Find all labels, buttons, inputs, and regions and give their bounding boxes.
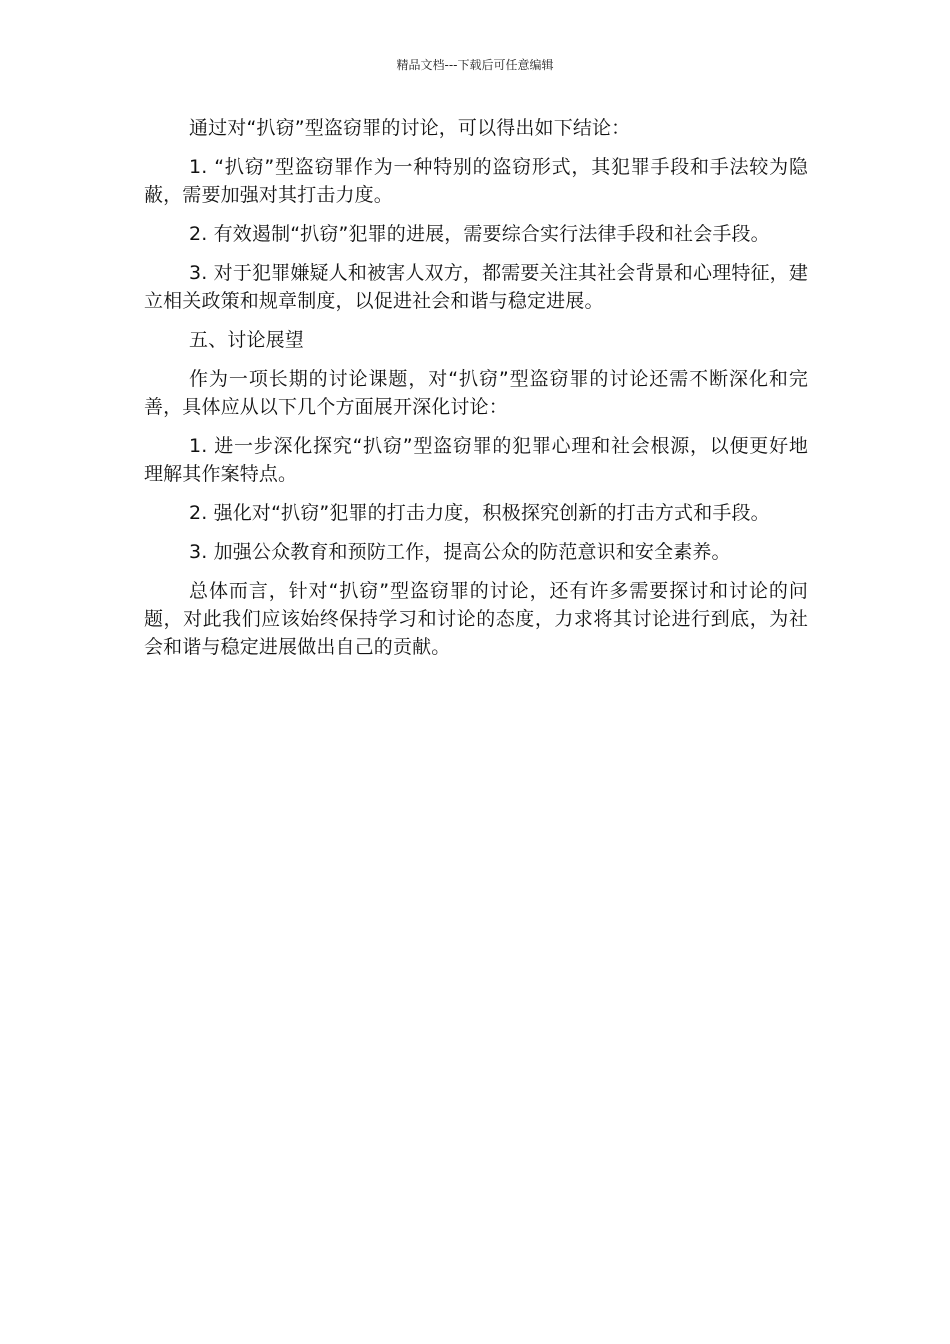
paragraph-conclusion-1: 1. “扒窃”型盗窃罪作为一种特别的盗窃形式，其犯罪手段和手法较为隐蔽，需要加强对其打击力度。 [144,156,808,206]
paragraph-conclusion-intro: 通过对“扒窃”型盗窃罪的讨论，可以得出如下结论： [189,117,631,139]
page-header: 精品文档---下载后可任意编辑 [396,58,554,72]
section-heading-outlook: 五、讨论展望 [189,329,304,351]
paragraph-outlook-3: 3. 加强公众教育和预防工作，提高公众的防范意识和安全素养。 [189,541,731,563]
paragraph-outlook-1: 1. 进一步深化探究“扒窃”型盗窃罪的犯罪心理和社会根源，以便更好地理解其作案特点。 [144,435,808,485]
document-body [144,114,808,672]
paragraph-conclusion-3: 3. 对于犯罪嫌疑人和被害人双方，都需要关注其社会背景和心理特征，建立相关政策和规章制度，以促进社会和谐与稳定进展。 [144,262,808,312]
paragraph-outlook-intro: 作为一项长期的讨论课题，对“扒窃”型盗窃罪的讨论还需不断深化和完善，具体应从以下几个方面展开深化讨论： [144,368,808,418]
paragraph-conclusion-2: 2. 有效遏制“扒窃”犯罪的进展，需要综合实行法律手段和社会手段。 [189,223,770,245]
paragraph-outlook-2: 2. 强化对“扒窃”犯罪的打击力度，积极探究创新的打击方式和手段。 [189,502,770,524]
paragraph-summary: 总体而言，针对“扒窃”型盗窃罪的讨论，还有许多需要探讨和讨论的问题，对此我们应该始终保持学习和讨论的态度，力求将其讨论进行到底，为社会和谐与稳定进展做出自己的贡献。 [144,580,808,658]
